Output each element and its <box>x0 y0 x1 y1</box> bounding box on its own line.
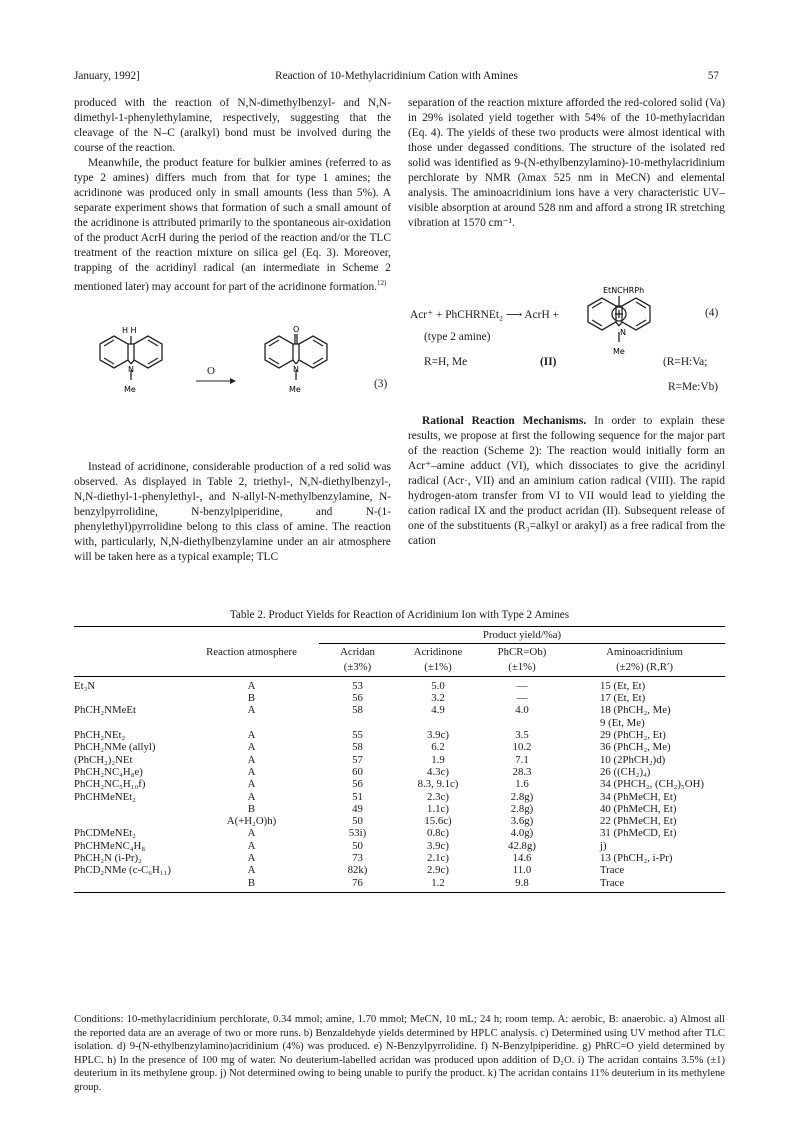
aminoacridinium-cell: 26 ((CH₂)₄) <box>600 765 651 778</box>
phcro-cell: 11.0 <box>512 864 532 877</box>
right-column <box>408 96 725 231</box>
table-row <box>74 778 725 790</box>
amine-cell: PhCH₂NMeEt <box>74 704 136 717</box>
amine-cell: (PhCH₂)₂NEt <box>74 753 133 766</box>
atmosphere-cell: A <box>247 839 256 852</box>
header-empty-2 <box>184 627 319 644</box>
aminoacridinium-n-label: N <box>620 328 626 337</box>
acridan-cell: 53 <box>319 676 396 692</box>
atmosphere-cell: A <box>247 790 256 803</box>
acridan-cell: 49 <box>352 802 363 815</box>
left-paragraph-2-text: Meanwhile, the product feature for bulkier amines (referred to as type 2 amines) differs much from that for type 1 amines; the acridinone was produced only in small amounts (less than 5%). A separate experiment shows that formation of such a small amount of the acridinone is attributed primarily to the spontaneous air-oxidation of the product AcrH during the period of the reaction and/or the TLC treatment of the reaction mixture on silica gel (Eq. 3). Moreover, trapping of the acridinyl radical (an intermediate in Scheme 2 mentioned later) may account for part of the acridinone formation. <box>74 157 391 293</box>
phcro-cell: 10.2 <box>512 741 532 754</box>
aminoacridinium-error-header: (±2%) (R,R′) <box>616 660 673 673</box>
acridinone-ring-left <box>265 336 293 368</box>
phcro-cell: — <box>480 676 564 692</box>
aminoacridinium-cell: 9 (Et, Me) <box>600 716 645 729</box>
table-footnotes: Conditions: 10-methylacridinium perchlorate, 0.34 mmol; amine, 1.70 mmol; MeCN, 10 mL; 24 h; room temp. A: aerobic, B: anaerobic. a) Almost all the reported data are an average of two or more runs. b) Benzaldehyde yields determined by HPLC analysis. c) Determined using UV method after TLC isolation. d) 9-(N-ethylbenzylamino)acridinium (4%) was produced. e) N-Benzylpyrrolidine. f) N-Benzylpiperidine. g) PhRC=O yield determined by HPLC. h) In the presence of 100 mg of water. No deuterium-labelled acridan was produced upon addition of D₂O. i) The acridan contains 3.5% (±1) deuterium in its methylene group. j) Not determined owing to being unable to purify the product. k) The acridan contains 11% deuterium in its methylene group. <box>74 1014 725 1093</box>
table-row <box>74 815 725 827</box>
atmosphere-cell: A(+H₂O)h) <box>226 815 277 828</box>
eq4-reactants: Acr⁺ + PhCHRNEt₂ ⟶ AcrH + <box>410 309 559 321</box>
acridinone-structure <box>253 324 339 396</box>
aminoacridinium-substituent-label: EtNCHRPh <box>603 286 645 295</box>
table-row <box>74 692 725 704</box>
atmosphere-cell: A <box>247 729 256 742</box>
reference-12: 12) <box>377 279 387 287</box>
acridan-error-header: (±3%) <box>343 660 372 673</box>
header-empty <box>74 627 184 644</box>
acridinone-o-label: O <box>293 325 300 334</box>
right-paragraph-1: separation of the reaction mixture afforded the red-colored solid (Va) in 29% isolated yield together with 54% of the 10-methylacridan (Eq. 4). The yields of these two products were almost identical with those under degassed conditions. The structure of the isolated red solid was identified as 9-(N-ethylbenzylamino)-10-methylacridinium perchlorate by NMR (λmax 525 nm in MeCN) and elemental analysis. The aminoacridinium ions have a very characteristic UV–visible absorption at around 528 nm and afford a strong IR stretching vibration at 1570 cm⁻¹. <box>408 97 725 229</box>
atmosphere-cell: B <box>247 802 256 815</box>
acridan-n-label: N <box>128 365 134 374</box>
atmosphere-cell: B <box>184 877 319 893</box>
acridan-cell: 58 <box>352 704 363 717</box>
acridan-cell <box>319 717 396 729</box>
acridinone-column-header: Acridinone <box>413 646 463 659</box>
table-row <box>74 766 725 778</box>
acridinone-cell: 3.9c) <box>427 839 449 852</box>
acridinone-cell: 8.3, 9.1c) <box>417 778 459 791</box>
header-spacer <box>74 659 184 677</box>
atmosphere-cell: A <box>184 676 319 692</box>
phcro-cell: 9.8 <box>480 877 564 893</box>
acridinone-cell: 15.6c) <box>424 815 452 828</box>
atmosphere-cell: B <box>247 692 256 705</box>
acridinone-cell: 0.8c) <box>427 827 449 840</box>
aminoacridinium-cell: 15 (Et, Et) <box>564 676 725 692</box>
acridinone-cell: 4.9 <box>431 704 445 717</box>
acridan-cell: 53i) <box>348 827 367 840</box>
aminoacridinium-cell: j) <box>600 839 607 852</box>
phcro-column-header: PhCR=Ob) <box>497 646 547 659</box>
header-spacer-2 <box>184 659 319 677</box>
acridan-cell: 50 <box>352 839 363 852</box>
amine-cell <box>74 803 184 815</box>
acridinone-cell: 6.2 <box>431 741 445 754</box>
phcro-cell: 3.5 <box>515 729 529 742</box>
right-paragraph-2-text: In order to explain these results, we propose at first the following sequence for the major part of the reaction (Scheme 2): The reaction would initially form an Acr⁺–amine adduct (VI), which dissociates to give the acridinyl radical (Acr·, VII) and an aminium cation radical (VIII). The rapid hydrogen-atom transfer from VI to VII would lead to yielding the cation radical IX and the product acridan (II). Subsequent release of one of the substituents (R₃=alkyl or arakyl) as a free radical from the cation <box>408 415 725 547</box>
product-yield-table <box>74 626 725 893</box>
phcro-cell: 4.0g) <box>510 827 534 840</box>
left-paragraph-3: Instead of acridinone, considerable production of a red solid was observed. As displayed in Table 2, triethyl-, N,N-diethylbenzyl-, N,N-diethyl-1-phenylethyl-, and N-allyl-N-methylbenzylamine, N-benzylpyrrolidine, N-benzylpiperidine, and N-(1-phenylethyl)pyrrolidine belong to this class of amine. The reaction with, particularly, N,N-diethylbenzylamine under an air atmosphere will be taken here as a typical example; TLC <box>74 461 391 563</box>
amine-cell <box>74 717 184 729</box>
acridinone-cell: 2.9c) <box>427 864 449 877</box>
aminoacridinium-cell: 17 (Et, Et) <box>600 692 646 705</box>
phcro-cell: 2.8g) <box>510 802 534 815</box>
aminoacridinium-cell: 31 (PhMeCD, Et) <box>600 827 677 840</box>
aminoacridinium-cell: Trace <box>600 864 625 877</box>
phcro-cell: 3.6g) <box>510 815 534 828</box>
acridinone-cell: 5.0 <box>396 676 480 692</box>
left-column <box>74 96 391 295</box>
acridan-column-header: Acridan <box>340 646 375 659</box>
amine-cell: PhCH₂NEt₂ <box>74 729 126 742</box>
table-row <box>74 840 725 852</box>
acridan-structure <box>88 324 174 396</box>
aminoacridinium-me-label: Me <box>613 347 625 356</box>
left-paragraph-1: produced with the reaction of N,N-dimethylbenzyl- and N,N-dimethyl-1-phenylethylamine, respectively, suggesting that the cleavage of the N–C (aralkyl) bond must be involved during the course of the reaction. <box>74 97 391 154</box>
running-header <box>74 70 719 86</box>
aminoacridinium-cell: 13 (PhCH₂, i-Pr) <box>600 852 673 865</box>
amine-cell: PhCH₂NC₅H₁₀f) <box>74 778 146 791</box>
atmosphere-cell: A <box>247 864 256 877</box>
aminoacridinium-cell: 40 (PhMeCH, Et) <box>600 802 677 815</box>
aminoacridinium-cell: Trace <box>564 877 725 893</box>
atmosphere-column-header: Reaction atmosphere <box>206 645 297 658</box>
acridinone-cell: 1.1c) <box>427 802 449 815</box>
acridinone-cell: 3.9c) <box>427 729 449 742</box>
phcro-cell: 42.8g) <box>508 839 536 852</box>
table-row <box>74 791 725 803</box>
eq3-arrow-label: O <box>207 365 215 377</box>
acridinone-cell: 2.3c) <box>427 790 449 803</box>
acridan-ring-right <box>134 336 162 368</box>
amine-cell: PhCDMeNEt₂ <box>74 827 136 840</box>
table-caption: Table 2. Product Yields for Reaction of Acridinium Ion with Type 2 Amines <box>229 609 570 621</box>
product-yield-header: Product yield/%a) <box>319 627 725 644</box>
left-column-lower <box>74 460 391 565</box>
eq4-amine-type: (type 2 amine) <box>424 331 491 343</box>
atmosphere-cell: A <box>247 827 256 840</box>
table-row <box>74 704 725 716</box>
acridan-cell: 56 <box>352 778 363 791</box>
header-title: Reaction of 10-Methylacridinium Cation with Amines <box>275 70 518 82</box>
aminoacridinium-structure <box>576 284 662 356</box>
acridinone-error-header: (±1%) <box>424 660 452 673</box>
table-row <box>74 676 725 692</box>
amine-cell: PhCH₂NMe (allyl) <box>74 741 156 754</box>
right-paragraph-2 <box>408 414 725 549</box>
aminoacridinium-cell: 36 (PhCH₂, Me) <box>600 741 671 754</box>
acridan-cell: 76 <box>319 877 396 893</box>
page-number: 57 <box>707 70 719 82</box>
acridan-ring-left <box>100 336 128 368</box>
atmosphere-cell: A <box>247 753 256 766</box>
phcro-cell: 28.3 <box>512 765 532 778</box>
amine-cell <box>74 877 184 893</box>
phcro-cell: 14.6 <box>512 852 532 865</box>
aminoacridinium-column-header: Aminoacridinium <box>606 646 683 659</box>
amine-cell <box>74 692 184 704</box>
acridan-hh-label: H H <box>122 326 137 335</box>
eq3-number: (3) <box>374 378 388 390</box>
acridan-cell: 57 <box>352 753 363 766</box>
aminoacridinium-cell: 10 (2PhCH₂)d) <box>600 753 666 766</box>
phcro-cell: 2.8g) <box>510 790 534 803</box>
table-row <box>74 864 725 876</box>
acridan-cell: 50 <box>352 815 363 828</box>
right-column-lower <box>408 414 725 549</box>
atmosphere-cell: A <box>247 741 256 754</box>
acridan-cell: 51 <box>352 790 363 803</box>
table-row <box>74 803 725 815</box>
left-paragraph-2 <box>74 156 391 295</box>
acridinone-cell: 1.9 <box>431 753 445 766</box>
table-row <box>74 729 725 741</box>
acridan-cell: 58 <box>352 741 363 754</box>
acridinone-n-label: N <box>293 365 299 374</box>
header-date: January, 1992] <box>74 70 140 82</box>
amine-cell <box>74 815 184 827</box>
amine-cell: PhCHMeNC₄H₈ <box>74 839 146 852</box>
amine-column-header <box>74 644 184 659</box>
table-row <box>74 852 725 864</box>
eq4-number: (4) <box>705 307 719 319</box>
acridan-cell: 55 <box>352 729 363 742</box>
acridinone-cell: 1.2 <box>396 877 480 893</box>
aminoacridinium-cell: 22 (PhMeCH, Et) <box>600 815 677 828</box>
phcro-cell: 1.6 <box>515 778 529 791</box>
amine-cell: Et₃N <box>74 676 184 692</box>
phcro-cell <box>480 717 564 729</box>
phcro-cell: — <box>516 692 528 705</box>
phcro-error-header: (±1%) <box>508 660 536 673</box>
acridan-me-label: Me <box>124 385 136 394</box>
acridan-cell: 73 <box>352 852 363 865</box>
aminoacridinium-cell: 34 (PHCH₂, (CH₂)₅OH) <box>600 778 704 791</box>
eq4-products-right-1: (R=H:Va; <box>663 356 708 368</box>
acridinone-cell: 2.1c) <box>427 852 449 865</box>
aminoacridinium-cell: 34 (PhMeCH, Et) <box>600 790 677 803</box>
eq4-products-right-2: R=Me:Vb) <box>668 381 719 393</box>
acridinone-ring-right <box>299 336 327 368</box>
acridan-cell: 56 <box>352 692 363 705</box>
eq4-r-definition: R=H, Me <box>424 356 468 368</box>
table-body <box>74 676 725 892</box>
atmosphere-cell: A <box>247 765 256 778</box>
amine-cell: PhCH₂N (i-Pr)₂ <box>74 852 142 865</box>
atmosphere-cell: A <box>247 704 256 717</box>
table-row <box>74 741 725 753</box>
acridinone-cell: 4.3c) <box>427 765 449 778</box>
table-row <box>74 717 725 729</box>
phcro-cell: 4.0 <box>515 704 529 717</box>
acridinone-cell <box>396 717 480 729</box>
atmosphere-cell: A <box>247 778 256 791</box>
table-row <box>74 754 725 766</box>
acridinone-me-label: Me <box>289 385 301 394</box>
table-row <box>74 827 725 839</box>
reaction-arrow-eq3 <box>194 377 238 385</box>
amine-cell: PhCD₂NMe (c-C₆H₁₁) <box>74 864 171 877</box>
section-heading: Rational Reaction Mechanisms. <box>422 415 587 427</box>
table-row <box>74 877 725 893</box>
amine-cell: PhCH₂NC₄H₈e) <box>74 765 143 778</box>
acridan-cell: 82k) <box>347 864 368 877</box>
atmosphere-cell: A <box>247 852 256 865</box>
aminoacridinium-cell: 29 (PhCH₂, Et) <box>600 729 666 742</box>
eq4-acridan-label: (II) <box>540 356 557 368</box>
phcro-cell: 7.1 <box>515 753 529 766</box>
acridan-cell: 60 <box>352 765 363 778</box>
atmosphere-cell <box>184 717 319 729</box>
aminoacridinium-cell: 18 (PhCH₂, Me) <box>600 704 671 717</box>
acridinone-cell: 3.2 <box>431 692 445 705</box>
amine-cell: PhCHMeNEt₂ <box>74 790 136 803</box>
